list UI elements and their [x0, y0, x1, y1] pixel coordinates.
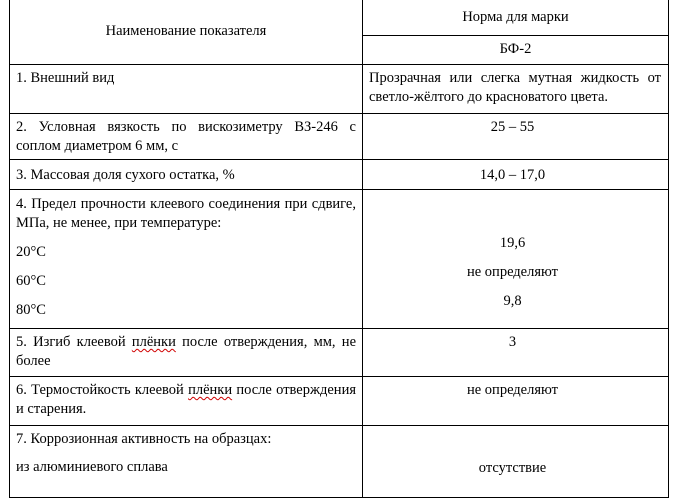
row5-value: 3 — [508, 334, 517, 350]
row4-value-80: 9,8 — [503, 293, 522, 309]
header-mid-divider — [362, 35, 669, 36]
row6-name-flagged-word: плёнки — [188, 382, 233, 398]
row4-temp-80: 80°С — [16, 302, 46, 318]
row7-sub: из алюминиевого сплава — [16, 459, 168, 475]
row4-temp-20: 20°С — [16, 244, 46, 260]
row7-name: 7. Коррозионная активность на образцах: — [16, 431, 272, 447]
row1-name: 1. Внешний вид — [16, 70, 115, 86]
row2-name: 2. Условная вязкость по вискозиметру ВЗ-246 с соплом диаметром 6 мм, с — [16, 119, 356, 154]
row2-value: 25 – 55 — [490, 119, 535, 135]
row6-value: не определяют — [466, 382, 559, 398]
row2-divider — [9, 159, 669, 160]
row5-name — [16, 333, 356, 371]
row4-value-20: 19,6 — [499, 235, 526, 251]
row5-name-flagged-word: плёнки — [131, 334, 176, 350]
row4-temp-60: 60°С — [16, 273, 46, 289]
header-grade-bf2: БФ-2 — [499, 41, 532, 57]
row3-divider — [9, 189, 669, 190]
row6-name-after: после отверждения и старения. — [16, 382, 356, 417]
row7-value: отсутствие — [478, 460, 547, 476]
row6-divider — [9, 425, 669, 426]
row1-divider — [9, 113, 669, 114]
header-indicator-name: Наименование показателя — [105, 23, 267, 39]
row6-name — [16, 381, 356, 419]
column-divider — [362, 0, 363, 498]
row1-value: Прозрачная или слегка мутная жидкость от светло-жёлтого до красноватого цвета. — [369, 70, 661, 105]
row4-name: 4. Предел прочности клеевого соединения при сдвиге, МПа, не менее, при температуре: — [16, 196, 356, 231]
header-norm-for-grade: Норма для марки — [462, 9, 569, 25]
row4-divider — [9, 328, 669, 329]
row4-value-60: не определяют — [466, 264, 559, 280]
row5-divider — [9, 376, 669, 377]
row3-value: 14,0 – 17,0 — [479, 167, 546, 183]
header-bottom-divider — [9, 64, 669, 65]
row5-name-after: после отверждения, мм, не более — [16, 334, 357, 369]
row5-name-before: 5. Изгиб клеевой — [16, 334, 132, 350]
row6-name-before: 6. Термостойкость клеевой — [16, 382, 189, 398]
row3-name: 3. Массовая доля сухого остатка, % — [16, 167, 235, 183]
